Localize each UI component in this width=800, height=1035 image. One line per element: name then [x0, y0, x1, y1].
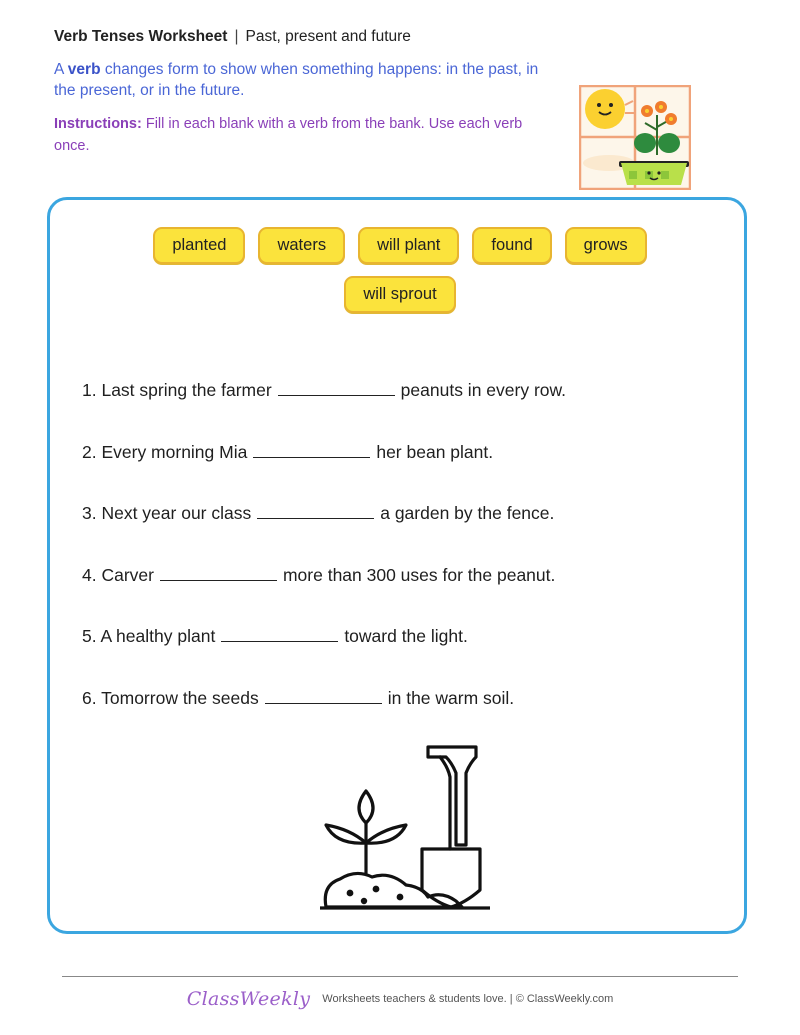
- question-text-before: 2. Every morning Mia: [82, 441, 248, 462]
- worksheet-frame: [47, 197, 747, 934]
- question-item: [82, 503, 566, 565]
- question-item: [82, 565, 566, 627]
- question-text-before: 3. Next year our class: [82, 503, 252, 523]
- question-item: [82, 380, 566, 442]
- intro-text: [54, 59, 554, 101]
- question-text-before: 5. A healthy plant: [82, 626, 216, 646]
- question-text-after: in the warm soil.: [387, 687, 515, 708]
- intro-rest: changes form to show when something happens: in the past, in the present, or in the future.: [54, 61, 539, 99]
- question-item: [82, 442, 566, 504]
- intro-keyword: verb: [67, 61, 101, 78]
- answer-blank[interactable]: [160, 566, 277, 581]
- intro-prefix: A: [54, 61, 68, 78]
- word-bank-row: [50, 227, 750, 264]
- question-text-after: peanuts in every row.: [400, 380, 567, 400]
- word-bank-chip[interactable]: will plant: [358, 227, 459, 264]
- word-bank-row: [50, 276, 750, 313]
- worksheet-title: Verb Tenses Worksheet: [54, 28, 228, 45]
- footer: [0, 988, 800, 1010]
- word-bank-chip[interactable]: will sprout: [344, 276, 455, 313]
- worksheet-header: [54, 28, 411, 46]
- word-bank-chip[interactable]: found: [472, 227, 551, 264]
- answer-blank[interactable]: [257, 504, 374, 519]
- question-text-before: 6. Tomorrow the seeds: [82, 687, 259, 708]
- question-text-after: her bean plant.: [376, 441, 494, 462]
- question-item: [82, 688, 566, 750]
- answer-blank[interactable]: [265, 689, 382, 704]
- instructions: [54, 113, 544, 157]
- question-list: [82, 380, 566, 749]
- word-bank-chip[interactable]: grows: [565, 227, 647, 264]
- footer-divider: [62, 976, 738, 977]
- question-text-after: a garden by the fence.: [380, 503, 555, 523]
- sprout-and-shovel-icon: [320, 745, 490, 915]
- question-text-before: 1. Last spring the farmer: [82, 380, 272, 400]
- word-bank-chip[interactable]: waters: [258, 227, 345, 264]
- answer-blank[interactable]: [253, 443, 370, 458]
- question-item: [82, 626, 566, 688]
- header-separator: |: [234, 28, 239, 45]
- word-bank: [50, 227, 750, 325]
- answer-blank[interactable]: [278, 381, 395, 396]
- word-bank-chip[interactable]: planted: [153, 227, 245, 264]
- question-text-after: toward the light.: [344, 626, 468, 646]
- instructions-label: Instructions:: [54, 116, 142, 132]
- instructions-text: Fill in each blank with a verb from the bank. Use each verb once.: [54, 116, 523, 154]
- question-text-after: more than 300 uses for the peanut.: [282, 564, 556, 585]
- answer-blank[interactable]: [221, 627, 338, 642]
- sun-flowerpot-window-illustration: [579, 85, 691, 190]
- footer-tagline: Worksheets teachers & students love. | © ClassWeekly.com: [322, 993, 614, 1005]
- question-text-before: 4. Carver: [82, 564, 154, 585]
- worksheet-subtitle: Past, present and future: [245, 28, 411, 45]
- brand-logo[interactable]: ClassWeekly: [186, 988, 311, 1010]
